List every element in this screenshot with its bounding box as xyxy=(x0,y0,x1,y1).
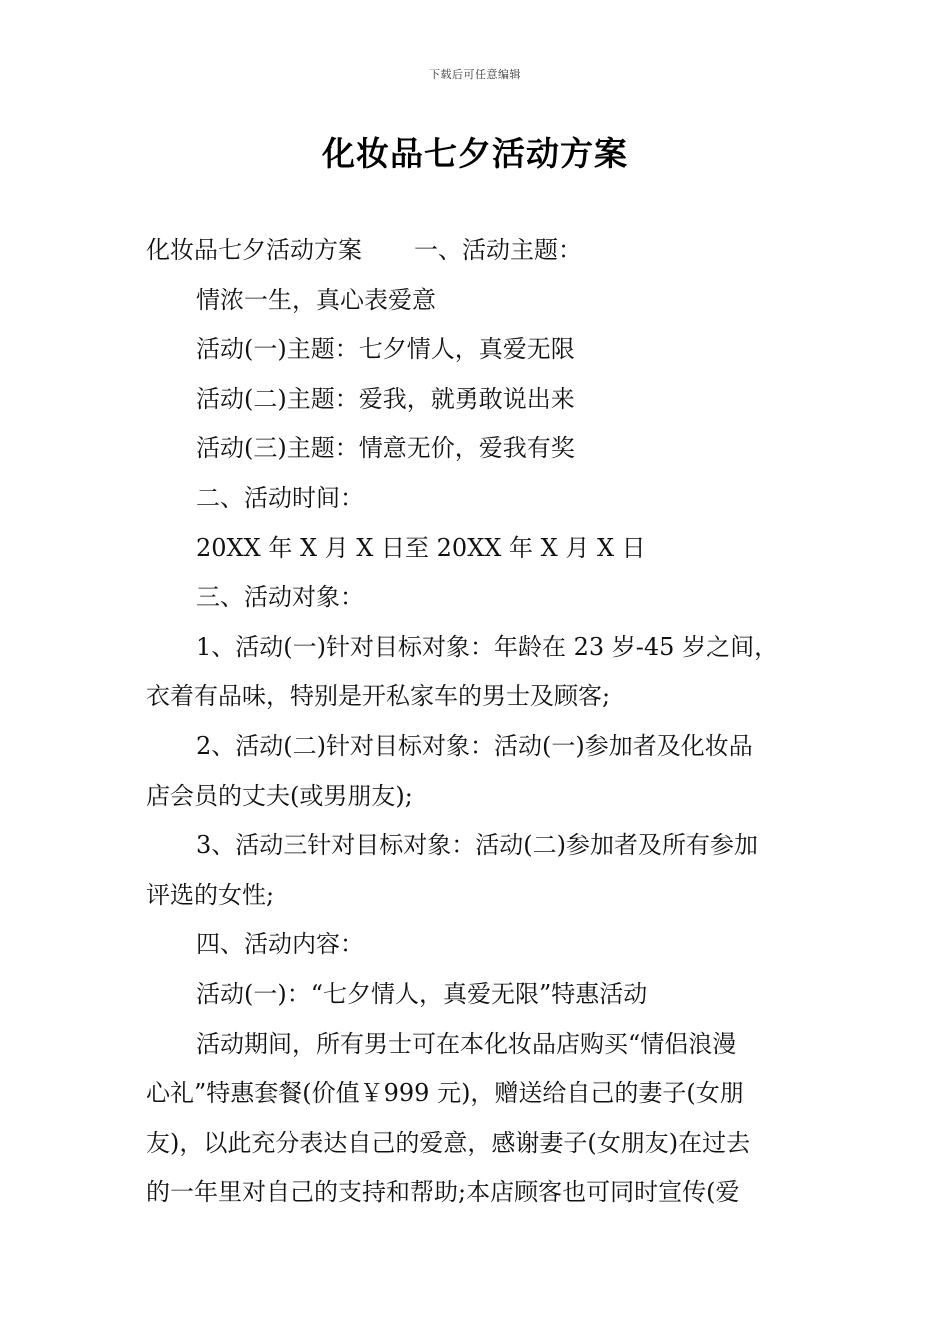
paragraph-line: 评选的女性; xyxy=(146,880,275,909)
paragraph-line: 活动(三)主题：情意无价，爱我有奖 xyxy=(196,434,575,463)
paragraph-line: 活动(一)：“七夕情人，真爱无限”特惠活动 xyxy=(196,979,648,1008)
paragraph-line: 情浓一生，真心表爱意 xyxy=(196,285,436,314)
section-heading: 四、活动内容： xyxy=(196,930,364,959)
paragraph-line: 活动(一)主题：七夕情人，真爱无限 xyxy=(196,335,575,364)
paragraph-line: 2、活动(二)针对目标对象：活动(一)参加者及化妆品 xyxy=(196,731,753,760)
paragraph-line: 店会员的丈夫(或男朋友); xyxy=(146,781,413,810)
page-header-note: 下载后可任意编辑 xyxy=(429,68,521,81)
document-title: 化妆品七夕活动方案 xyxy=(322,134,628,173)
section-heading: 三、活动对象： xyxy=(196,583,364,612)
section-heading: 二、活动时间： xyxy=(196,483,364,512)
paragraph-line: 活动(二)主题：爱我，就勇敢说出来 xyxy=(196,384,575,413)
lead-line xyxy=(146,226,808,276)
paragraph-line: 的一年里对自己的支持和帮助;本店顾客也可同时宣传(爱 xyxy=(146,1178,740,1207)
lead-title: 化妆品七夕活动方案 xyxy=(146,236,362,264)
document-body xyxy=(146,226,808,1218)
paragraph-line: 1、活动(一)针对目标对象：年龄在 23 岁-45 岁之间， xyxy=(196,632,779,661)
paragraph-line: 衣着有品味，特别是开私家车的男士及顾客; xyxy=(146,682,611,711)
paragraph-line: 友)，以此充分表达自己的爱意，感谢妻子(女朋友)在过去 xyxy=(146,1128,751,1157)
paragraph-line: 20XX 年 X 月 X 日至 20XX 年 X 月 X 日 xyxy=(196,533,646,562)
paragraph-line: 心礼”特惠套餐(价值￥999 元)，赠送给自己的妻子(女朋 xyxy=(146,1079,744,1108)
paragraph-line: 活动期间，所有男士可在本化妆品店购买“情侣浪漫 xyxy=(196,1029,737,1058)
paragraph-line: 3、活动三针对目标对象：活动(二)参加者及所有参加 xyxy=(196,831,758,860)
lead-heading: 一、活动主题： xyxy=(414,236,582,264)
